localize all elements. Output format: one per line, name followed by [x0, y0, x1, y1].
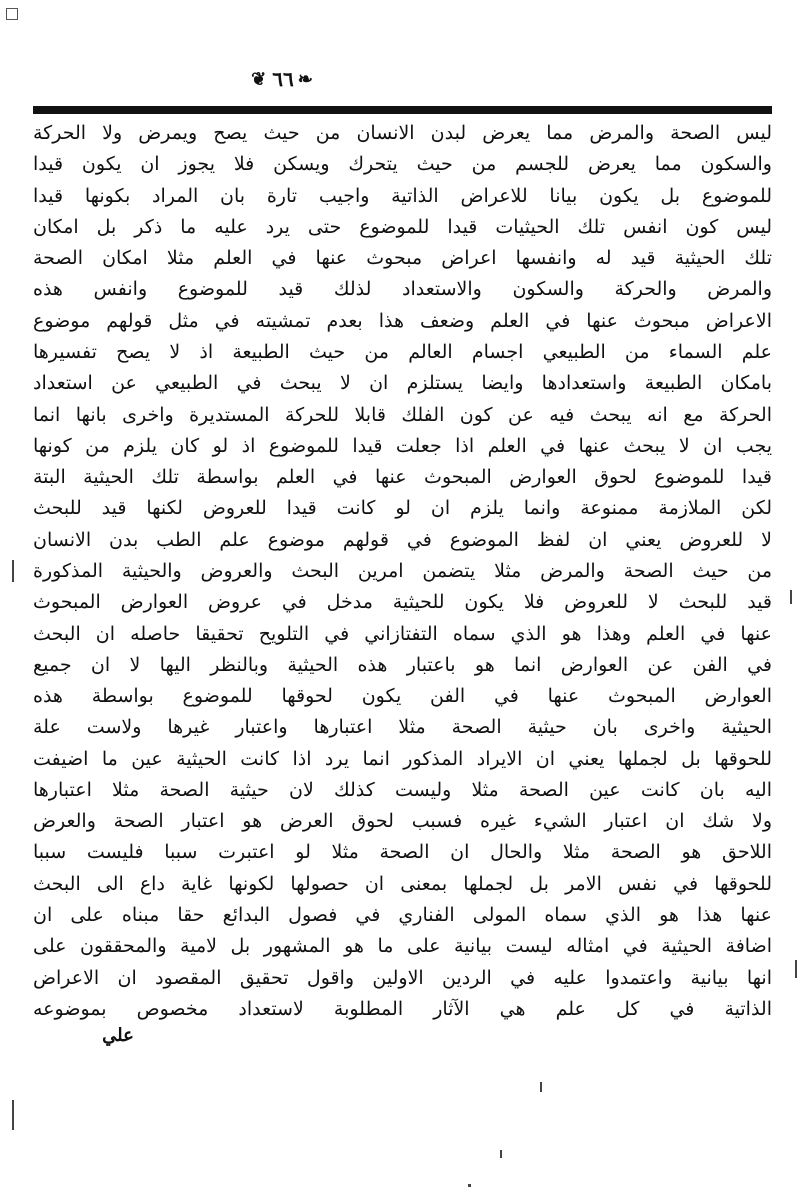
- text-line: الحيثية واخرى بان حيثية الصحة مثلا اعتبارها واعتبار غيرها ولاست علة: [33, 716, 772, 739]
- text-line: لكن الملازمة ممنوعة وانما يلزم ان لو كانت قيدا للعروض لكنها قيد للبحث: [33, 497, 772, 520]
- ornament-left-icon: ❦: [251, 68, 269, 90]
- text-line: لا للعروض يعني ان لفظ الموضوع في قولهم موضوع علم الطب بدن الانسان: [33, 528, 772, 551]
- text-line: الحركة مع انه يبحث فيه عن كون الفلك قابلا للحركة المستديرة واخرى بانها انما: [33, 403, 772, 426]
- scan-speck: [12, 1100, 14, 1130]
- scan-speck: [12, 560, 14, 582]
- text-line: للحوقها في نفس الامر بل لجملها بمعنى ان حصولها لكونها غاية داع الى البحث: [33, 872, 772, 895]
- scan-speck: [540, 1082, 542, 1092]
- text-line: ليس كون انفس تلك الحيثيات قيدا للموضوع حتى يرد عليه ما ذكر بل امكان: [33, 215, 772, 238]
- text-line: تلك الحيثية قيد له وانفسها اعراض مبحوث عنها في العلم مثلا امكان الصحة: [33, 247, 772, 270]
- text-line: اللاحق هو الصحة مثلا والحال ان الصحة مثلا لو اعتبرت سببا فليست سببا: [33, 841, 772, 864]
- page-number: [238, 62, 328, 96]
- text-line: يجب ان لا يبحث عنها في العلم اذا جعلت قيدا للموضوع اذ لو كان يلزم من كونها: [33, 434, 772, 457]
- scan-speck: [795, 960, 797, 978]
- text-line: للموضوع بل يكون بيانا للاعراض الذاتية واجيب تارة بان المراد بكونها قيدا: [33, 184, 772, 207]
- text-line: في الفن عن العوارض انما هو باعتبار هذه الحيثية وبالنظر اليها لا ان جميع: [33, 653, 772, 676]
- text-line: انها بيانية واعتمدوا عليه في الردين الاولين واقول تحقيق المقصود ان الاعراض: [33, 966, 772, 989]
- text-line: اضافة الحيثية في امثاله ليست بيانية على ما هو المشهور بل لامية والمحققون على: [33, 935, 772, 958]
- text-line: والسكون مما يعرض للجسم من حيث يتحرك ويسكن فلا يجوز ان يكون قيدا: [33, 153, 772, 176]
- text-line: العوارض المبحوث عنها في الفن يكون لحوقها للموضوع بواسطة هذه: [33, 685, 772, 708]
- text-line: عنها هذا هو الذي سماه المولى الفناري في فصول البدائع حقا مبناه على ان: [33, 904, 772, 927]
- scan-speck: [6, 8, 18, 20]
- text-line: ولا شك ان اعتبار الشيء غيره فسبب لحوق العرض هو اعتبار الصحة والعرض: [33, 810, 772, 833]
- text-block: [33, 118, 772, 1024]
- text-line: الاعراض مبحوث عنها في العلم وضعف هذا بعدم تمشيته في مثل قولهم موضوع: [33, 309, 772, 332]
- scan-speck: [790, 590, 792, 604]
- text-line: والمرض والحركة والسكون والاستعداد لذلك قيد للموضوع وانفس هذه: [33, 278, 772, 301]
- text-line: عنها في العلم وهذا هو الذي سماه التفتازاني في التلويح تحقيقا حاصله ان البحث: [33, 622, 772, 645]
- text-line: اليه بان كانت عين الصحة مثلا وليست كذلك لان حيثية الصحة مثلا اعتبارها: [33, 778, 772, 801]
- text-line: الذاتية في كل علم هي الآثار المطلوبة لاستعداد مخصوص بموضوعه: [33, 997, 772, 1020]
- text-line: من حيث الصحة والمرض مثلا يتضمن امرين البحث والعروض والحيثية المذكورة: [33, 559, 772, 582]
- text-line: ليس الصحة والمرض مما يعرض لبدن الانسان من حيث يصح ويمرض ولا الحركة: [33, 122, 772, 144]
- header-rule: [33, 106, 772, 114]
- text-line: بامكان الطبيعة واستعدادها وايضا يستلزم ان لا يبحث في الطبيعي عن استعداد: [33, 372, 772, 395]
- scan-speck: [468, 1184, 471, 1187]
- text-line: للحوقها بل لجملها يعني ان الايراد المذكور انما يرد اذا كانت الحيثية عين ما اضيفت: [33, 747, 772, 770]
- page-number-text: ٦٦: [272, 67, 294, 91]
- scan-speck: [500, 1150, 502, 1158]
- text-line: علم السماء من الطبيعي اجسام العالم من حيث الطبيعة اذ لا يصح تفسيرها: [33, 340, 772, 363]
- text-line: قيد للبحث لا للعروض فلا يكون للحيثية مدخل في عروض العوارض المبحوث: [33, 591, 772, 614]
- text-line: قيدا للموضوع لحوق العوارض المبحوث عنها في العلم بواسطة تلك الحيثية البتة: [33, 466, 772, 489]
- catchword: علي: [102, 1025, 134, 1046]
- ornament-right-icon: ❧: [297, 68, 315, 90]
